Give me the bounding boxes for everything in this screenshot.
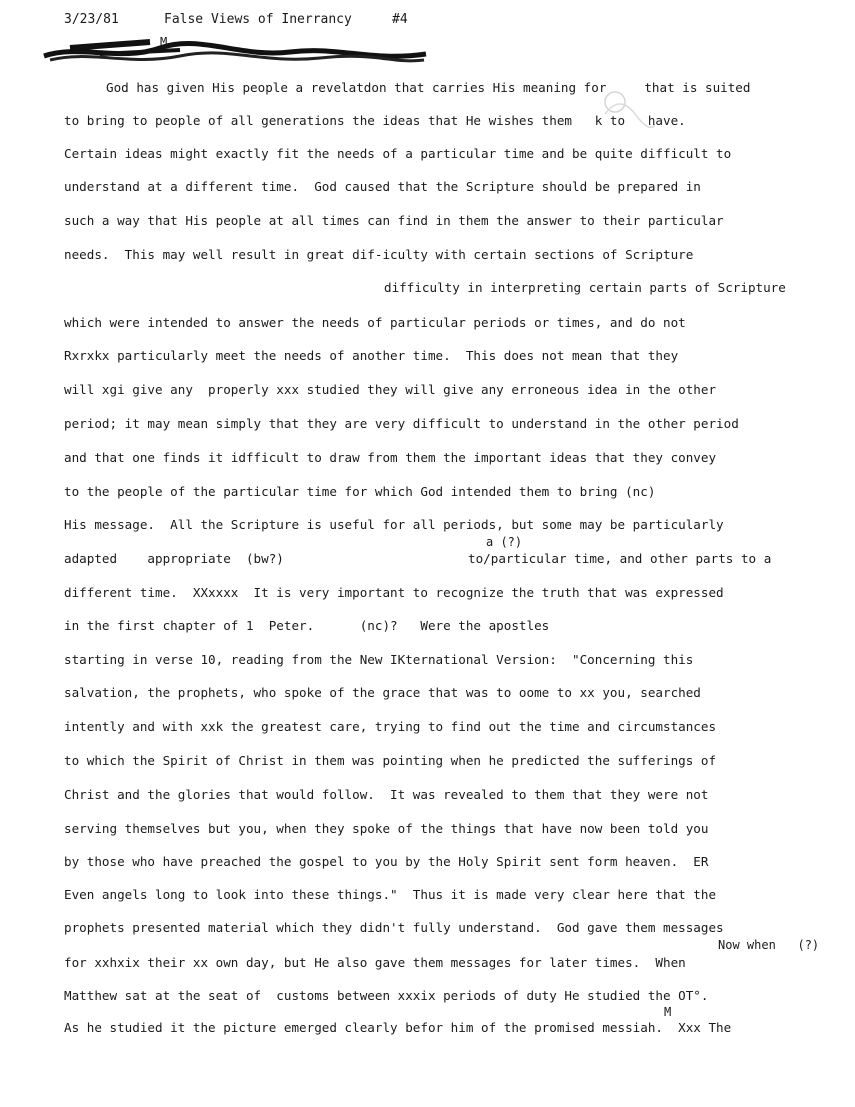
text-line-17: in the first chapter of 1 Peter. (nc)? Were the apostles bbox=[64, 618, 550, 633]
text-line-13: to the people of the particular time for which God intended them to bring (nc) bbox=[64, 484, 656, 499]
text-line-21: to which the Spirit of Christ in them was pointing when he predicted the sufferings of bbox=[64, 753, 717, 768]
text-line-10: will xgi give any properly xxx studied they will give any erroneous idea in the other bbox=[64, 382, 717, 397]
text-insert-a: a (?) bbox=[486, 535, 523, 549]
text-line-22: Christ and the glories that would follow. It was revealed to them that they were not bbox=[64, 787, 709, 802]
text-line-28: Matthew sat at the seat of customs between xxxix periods of duty He studied the OT°. bbox=[64, 988, 709, 1003]
text-line-19: salvation, the prophets, who spoke of the grace that was to oome to xx you, searched bbox=[64, 685, 701, 700]
text-line-15: adapted appropriate (bw?) bbox=[64, 551, 284, 566]
text-line-16: different time. XXxxxx It is very important to recognize the truth that was expressed bbox=[64, 585, 724, 600]
text-line-11: period; it may mean simply that they are very difficult to understand in the other period bbox=[64, 416, 739, 431]
header-number: #4 bbox=[392, 12, 408, 27]
text-insert-m: M bbox=[664, 1005, 672, 1019]
text-line-2: to bring to people of all generations the ideas that He wishes them k to have. bbox=[64, 113, 686, 128]
text-line-1: God has given His people a revelatdon that carries His meaning for that is suited bbox=[106, 80, 751, 95]
text-line-12: and that one finds it idfficult to draw from them the important ideas that they convey bbox=[64, 450, 717, 465]
redaction-scribble bbox=[40, 36, 430, 66]
text-line-29: As he studied it the picture emerged clearly befor him of the promised messiah. Xxx The bbox=[64, 1020, 732, 1035]
text-line-9: Rxrxkx particularly meet the needs of another time. This does not mean that they bbox=[64, 348, 679, 363]
text-line-14: His message. All the Scripture is useful for all periods, but some may be particularly bbox=[64, 517, 724, 532]
text-line-23: serving themselves but you, when they spoke of the things that have now been told you bbox=[64, 821, 709, 836]
text-line-7: difficulty in interpreting certain parts of Scripture bbox=[384, 280, 786, 295]
text-line-4: understand at a different time. God caused that the Scripture should be prepared in bbox=[64, 179, 701, 194]
text-insert-now-when: Now when (?) bbox=[718, 938, 820, 952]
author-initial: M. bbox=[160, 35, 175, 49]
text-line-15b: to/particular time, and other parts to a bbox=[468, 551, 772, 566]
text-line-27: for xxhxix their xx own day, but He also gave them messages for later times. When bbox=[64, 955, 686, 970]
text-line-8: which were intended to answer the needs of particular periods or times, and do not bbox=[64, 315, 686, 330]
text-line-3: Certain ideas might exactly fit the needs of a particular time and be quite difficult to bbox=[64, 146, 732, 161]
text-line-26: prophets presented material which they didn't fully understand. God gave them messages bbox=[64, 920, 724, 935]
text-line-5: such a way that His people at all times can find in them the answer to their particular bbox=[64, 213, 724, 228]
text-line-25: Even angels long to look into these things." Thus it is made very clear here that the bbox=[64, 887, 717, 902]
text-line-20: intently and with xxk the greatest care, trying to find out the time and circumstances bbox=[64, 719, 717, 734]
header-title: False Views of Inerrancy bbox=[164, 12, 352, 27]
text-line-6: needs. This may well result in great dif-iculty with certain sections of Scripture bbox=[64, 247, 694, 262]
text-line-24: by those who have preached the gospel to you by the Holy Spirit sent form heaven. ER bbox=[64, 854, 709, 869]
text-line-18: starting in verse 10, reading from the New IKternational Version: "Concerning this bbox=[64, 652, 694, 667]
header-date: 3/23/81 bbox=[64, 12, 119, 27]
